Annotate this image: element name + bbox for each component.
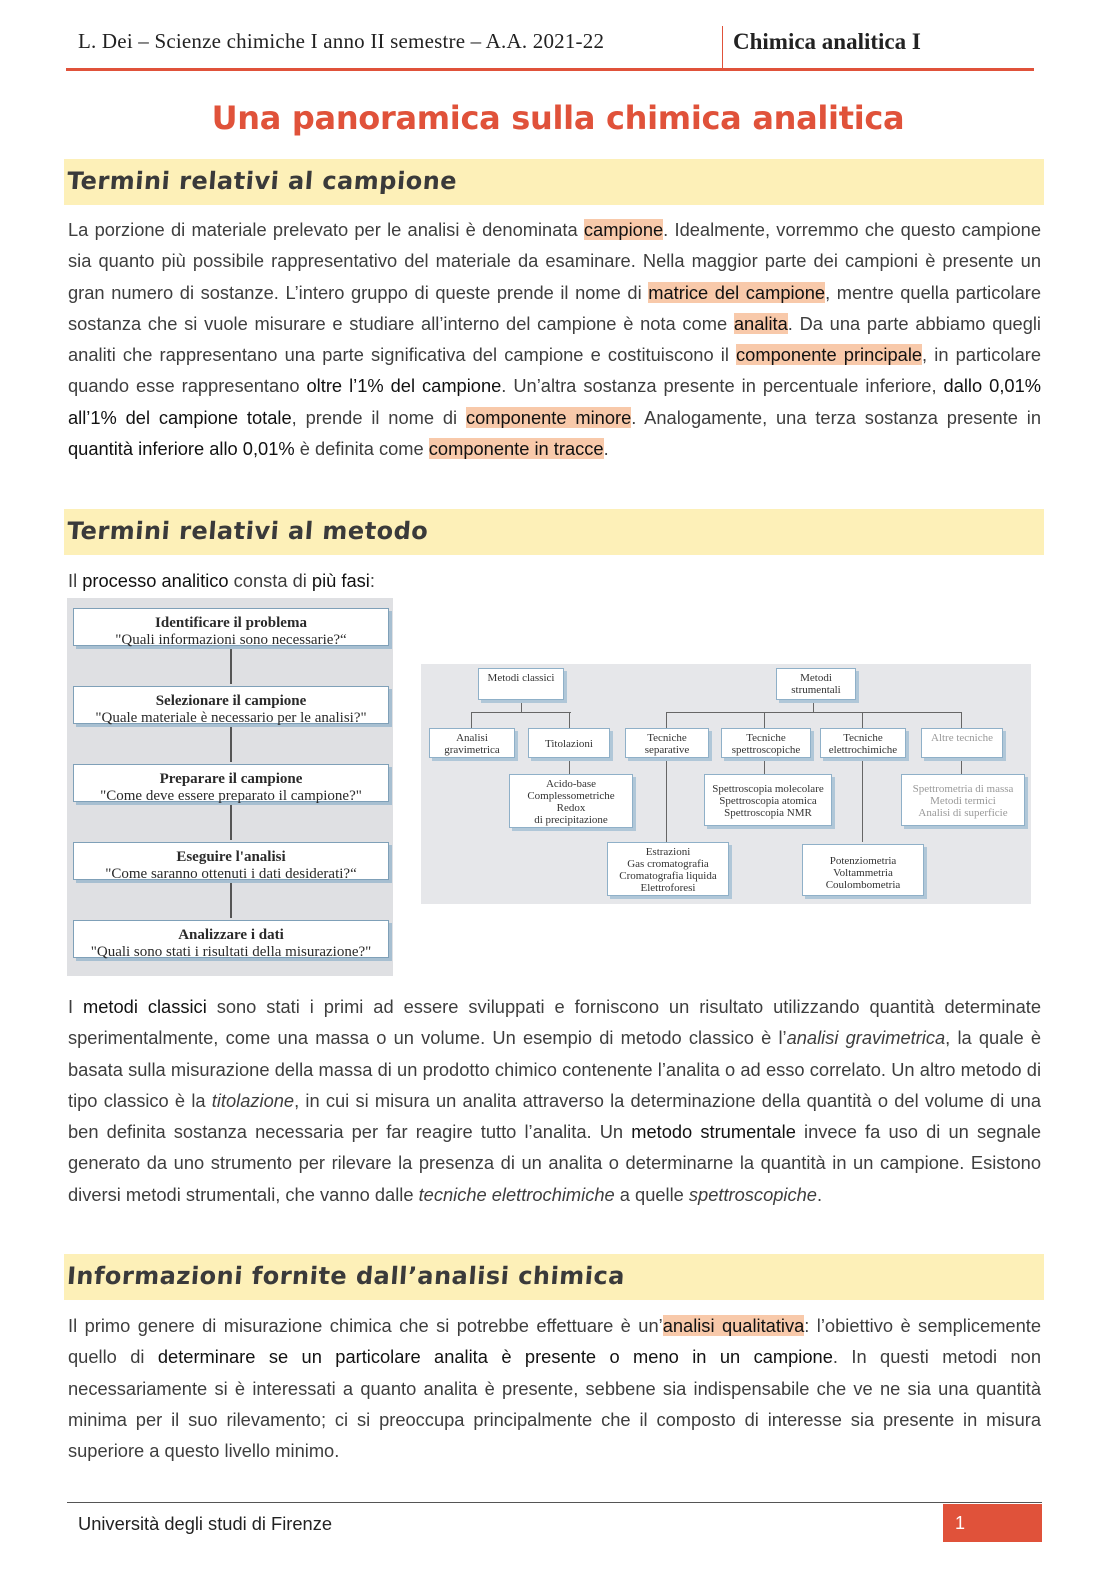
taxonomy-node-metodi-strumentali: Metodi strumentali — [776, 668, 856, 700]
header-rule — [66, 68, 1034, 71]
taxonomy-node-titolazioni: Titolazioni — [528, 728, 610, 758]
flow-connector — [230, 880, 232, 918]
taxonomy-node-altre-tecniche: Altre tecniche — [921, 728, 1003, 758]
paragraph-analisi-qualitativa: Il primo genere di misurazione chimica che si potrebbe effettuare è un’analisi qualitativa: l’obiettivo è semplicemente quello di determinare se un particolare analita è presente o meno in un campione. In questi metodi non necessariamente si è interessati a quanto analita è presente, sebbene sia indispensabile che ve ne sia una quantità minima per il suo rilevamento; ci si preoccupa principalmente che il composto di interesse sia presente in misura superiore a questo livello minimo. — [68, 1315, 1042, 1462]
page-title: Una panoramica sulla chimica analitica — [211, 99, 905, 137]
taxonomy-node-altre-tipi: Spettrometria di massa Metodi termici Analisi di superficie — [901, 774, 1025, 826]
taxonomy-node-tecniche-elettrochimiche: Tecniche elettrochimiche — [820, 728, 906, 758]
header-subject: Chimica analitica I — [733, 29, 921, 54]
term-highlight: componente principale — [736, 344, 923, 366]
footer-rule — [67, 1502, 1042, 1503]
term-highlight: analisi qualitativa — [662, 1315, 805, 1336]
term-highlight: componente in tracce — [428, 438, 604, 460]
taxonomy-node-tecniche-spettroscopiche: Tecniche spettroscopiche — [721, 728, 811, 758]
term-highlight: analita — [733, 312, 788, 334]
taxonomy-node-analisi-gravimetrica: Analisi gravimetrica — [429, 728, 515, 758]
header-course-info: L. Dei – Scienze chimiche I anno II semestre – A.A. 2021-22 — [78, 29, 605, 53]
term-bold: determinare se un particolare analita è presente o meno in un campione — [157, 1346, 833, 1368]
flow-step: Preparare il campione "Come deve essere preparato il campione?" — [73, 764, 389, 802]
paragraph-campione: La porzione di materiale prelevato per le analisi è denominata campione. Idealmente, vorremmo che questo campione sia quanto più possibile rappresentativo del materiale da esaminare. Nella maggior parte dei campioni è presente un gran numero di sostanze. L’intero gruppo di queste prende il nome di matrice del campione, mentre quella particolare sostanza che si vuole misurare e studiare all’interno del campione è nota come analita. Da una parte abbiamo quegli analiti che rappresentano una parte significativa del campione e costituiscono il componente principale, in particolare quando esse rappresentano oltre l’1% del campione. Un’altra sostanza presente in percentuale inferiore, dallo 0,01% all’1% del campione totale, prende il nome di componente minore. Analogamente, una terza sostanza presente in quantità inferiore allo 0,01% è definita come componente in tracce. — [68, 219, 1042, 460]
section-heading-campione — [64, 159, 1044, 205]
term-highlight: componente minore — [465, 406, 632, 428]
term-highlight: campione — [583, 219, 664, 240]
flow-step: Analizzare i dati "Quali sono stati i risultati della misurazione?" — [73, 920, 389, 958]
flow-step: Identificare il problema "Quali informazioni sono necessarie?“ — [73, 608, 389, 646]
taxonomy-node-tecniche-separative: Tecniche separative — [625, 728, 709, 758]
flow-connector — [230, 646, 232, 684]
header-separator — [722, 26, 723, 68]
taxonomy-node-spettroscopiche-tipi: Spettroscopia molecolare Spettroscopia atomica Spettroscopia NMR — [704, 774, 832, 826]
page-number: 1 — [955, 1513, 966, 1533]
section-heading-text: Termini relativi al metodo — [66, 517, 430, 545]
footer-university: Università degli studi di Firenze — [78, 1513, 333, 1534]
taxonomy-node-elettrochimiche-tipi: Potenziometria Voltammetria Coulombometria — [802, 844, 924, 896]
term-bold: quantità inferiore allo 0,01% — [68, 438, 295, 460]
analytical-process-flowchart — [67, 598, 393, 976]
section-heading-text: Informazioni fornite dall’analisi chimica — [66, 1262, 626, 1290]
term-highlight: matrice del campione — [648, 281, 826, 303]
section-heading-metodo — [64, 509, 1044, 555]
paragraph-processo-intro: Il processo analitico consta di più fasi: — [68, 570, 375, 591]
term-bold: oltre l’1% del campione — [306, 375, 502, 397]
paragraph-metodi: I metodi classici sono stati i primi ad essere sviluppati e forniscono un risultato utilizzando quantità determinate sperimentalmente, come una massa o un volume. Un esempio di metodo classico è l’analisi gravimetrica, la quale è basata sulla misurazione della massa di un prodotto chimico contenente l’analita o ad esso correlato. Un altro metodo di tipo classico è la titolazione, in cui si misura un analita attraverso la determinazione della quantità o del volume di una ben definita sostanza necessaria per far reagire tutto l’analita. Un metodo strumentale invece fa uso di un segnale generato da uno strumento per rilevare la presenza di un analita o determinarne la quantità in un campione. Esistono diversi metodi strumentali, che vanno dalle tecniche elettrochimiche a quelle spettroscopiche. — [68, 996, 1041, 1205]
taxonomy-node-separative-tipi: Estrazioni Gas cromatografia Cromatografia liquida Elettroforesi — [607, 842, 729, 896]
term-bold: dallo 0,01% all’1% del campione totale — [68, 375, 1041, 428]
section-heading-informazioni — [64, 1254, 1044, 1300]
flow-connector — [230, 802, 232, 840]
taxonomy-node-metodi-classici: Metodi classici — [478, 668, 564, 700]
methods-taxonomy-diagram — [421, 664, 1031, 904]
page-number-badge — [943, 1504, 1042, 1542]
term-bold: metodo strumentale — [631, 1121, 796, 1143]
flow-connector — [230, 724, 232, 762]
taxonomy-node-titolazioni-tipi: Acido-base Complessometriche Redox di precipitazione — [509, 774, 633, 828]
term-bold: metodi classici — [83, 996, 207, 1017]
section-heading-text: Termini relativi al campione — [66, 167, 459, 195]
flow-step: Selezionare il campione "Quale materiale è necessario per le analisi?" — [73, 686, 389, 724]
flow-step: Eseguire l'analisi "Come saranno ottenuti i dati desiderati?“ — [73, 842, 389, 880]
